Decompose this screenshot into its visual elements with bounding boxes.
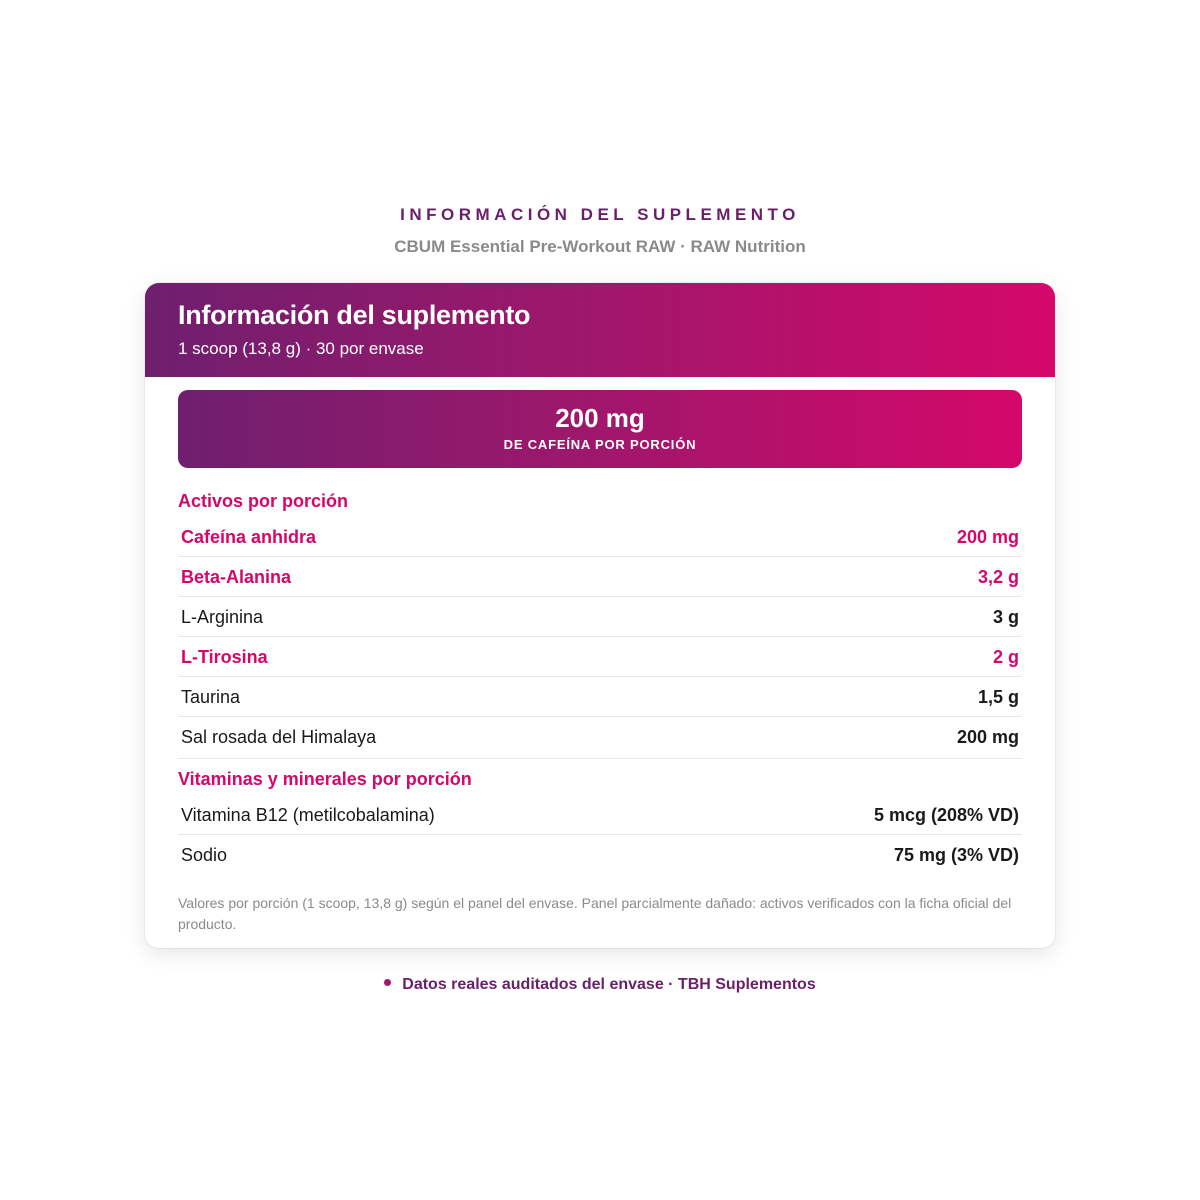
- bullet-dot-icon: [384, 979, 391, 986]
- ingredient-name: Cafeína anhidra: [181, 527, 317, 547]
- ingredient-amount: 200 mg: [956, 527, 1019, 547]
- vitamins-section-title: Vitaminas y minerales por porción: [178, 769, 472, 789]
- ingredient-amount: 3 g: [992, 607, 1019, 627]
- table-row: [178, 517, 1022, 557]
- section-divider: [178, 758, 1022, 759]
- audit-text: Datos reales auditados del envase · TBH Suplementos: [402, 976, 816, 993]
- footnote: Valores por porción (1 scoop, 13,8 g) según el panel del envase. Panel parcialmente dañado: activos verificados con la ficha oficial del producto.: [178, 895, 1012, 932]
- page-kicker: INFORMACIÓN DEL SUPLEMENTO: [400, 205, 800, 224]
- supplement-facts-card: [145, 283, 1055, 948]
- card-title: Información del suplemento: [178, 300, 531, 330]
- ingredient-name: Beta-Alanina: [181, 567, 292, 587]
- ingredient-name: L-Arginina: [181, 607, 264, 627]
- product-subtitle: CBUM Essential Pre-Workout RAW · RAW Nutrition: [394, 237, 806, 256]
- nutrient-amount: 75 mg (3% VD): [893, 845, 1019, 865]
- ingredient-amount: 1,5 g: [977, 687, 1019, 707]
- ingredient-name: Taurina: [181, 687, 241, 707]
- table-row: [178, 597, 1022, 637]
- table-row: [178, 677, 1022, 717]
- caffeine-label: DE CAFEÍNA POR PORCIÓN: [503, 437, 697, 452]
- actives-section-title: Activos por porción: [178, 491, 349, 511]
- ingredient-name: L-Tirosina: [181, 647, 268, 667]
- nutrient-amount: 5 mcg (208% VD): [873, 805, 1019, 825]
- nutrient-name: Sodio: [181, 845, 228, 865]
- actives-table: [178, 517, 1022, 756]
- table-row: [178, 717, 1022, 756]
- table-row: [178, 795, 1022, 835]
- ingredient-name: Sal rosada del Himalaya: [181, 727, 377, 747]
- vitamins-table: [178, 795, 1022, 874]
- table-row: [178, 835, 1022, 874]
- ingredient-amount: 200 mg: [956, 727, 1019, 747]
- ingredient-amount: 3,2 g: [977, 567, 1019, 587]
- caffeine-banner: [178, 390, 1022, 468]
- table-row: [178, 557, 1022, 597]
- card-header: [145, 283, 1055, 377]
- table-row: [178, 637, 1022, 677]
- ingredient-amount: 2 g: [992, 647, 1019, 667]
- caffeine-value: 200 mg: [555, 403, 645, 433]
- serving-size: 1 scoop (13,8 g) · 30 por envase: [178, 339, 424, 358]
- nutrient-name: Vitamina B12 (metilcobalamina): [181, 805, 435, 825]
- audit-note: [0, 976, 1200, 994]
